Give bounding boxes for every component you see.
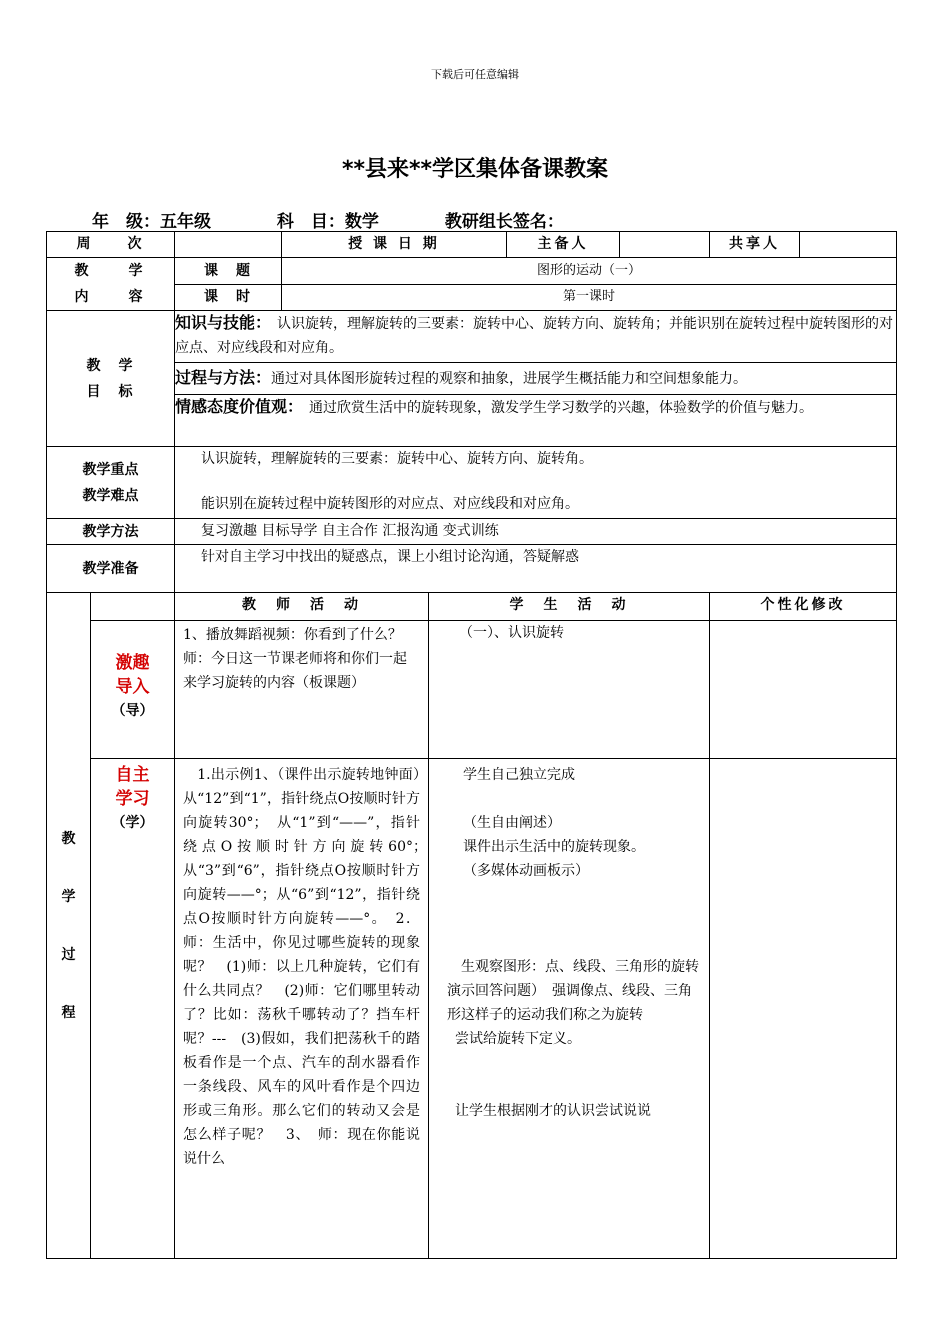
keypoints-label-line1: 教学重点 [82,461,139,478]
stage-self-name-1: 自主 [115,765,150,785]
student-item-2: （生自由阐述） [463,815,561,831]
process-title: 过程与方法： [175,368,272,387]
stage-self-study [91,759,175,1259]
sharer-label: 共享人 [710,232,800,258]
stage-intro-name-2: 导入 [115,677,150,697]
process-char-4: 程 [61,1004,76,1021]
main-preparer-value[interactable] [620,232,710,258]
emotion-title: 情感态度价值观： [175,397,296,416]
week-label: 周 次 [47,232,175,258]
header-note: 下载后可任意编辑 [431,68,519,81]
date-label: 授 课 日 期 [282,232,507,258]
process-text: 通过对具体图形旋转过程的观察和抽象，进展学生概括能力和空间想象能力。 [271,371,748,387]
teacher-activity-header: 教 师 活 动 [175,593,429,621]
period-label: 课 时 [175,284,282,311]
grade-field: 年 级：五年级 [92,212,211,232]
stage-intro-name-1: 激趣 [115,653,150,673]
process-char-3: 过 [61,946,76,963]
goal-emotion [175,395,897,447]
content-label [47,258,175,311]
content-label-line1: 教 学 [74,263,147,279]
keypoint-1: 认识旋转，理解旋转的三要素：旋转中心、旋转方向、旋转角。 [201,451,593,467]
goal-process [175,363,897,395]
student-item-7: 让学生根据刚才的认识尝试说说 [455,1103,651,1119]
keypoints-content [175,447,897,519]
student-item-1: 学生自己独立完成 [463,767,575,783]
topic-value: 图形的运动（一） [282,258,897,285]
goals-label-line1: 教 学 [86,357,135,374]
content-label-line2: 内 容 [74,289,147,305]
keypoints-label [47,447,175,519]
subject-field: 科 目：数学 [276,212,379,232]
process-char-2: 学 [61,888,76,905]
goal-knowledge [175,311,897,363]
stage-intro-student: （一）、认识旋转 [429,621,710,759]
process-vertical-label [47,593,91,1259]
leader-sign-field: 教研组长签名： [444,212,564,232]
topic-label: 课 题 [175,258,282,285]
stage-intro-tag: （导） [111,703,154,719]
emotion-text: 通过欣赏生活中的旋转现象，激发学生学习数学的兴趣，体验数学的价值与魅力。 [295,400,814,416]
student-item-4: （多媒体动画板示） [463,863,589,879]
method-text: 复习激趣 目标导学 自主合作 汇报沟通 变式训练 [175,519,897,545]
stage-intro-personal[interactable] [710,621,897,759]
process-stage-header [91,593,175,621]
prep-text: 针对自主学习中找出的疑惑点，课上小组讨论沟通，答疑解惑 [175,545,897,593]
stage-self-personal[interactable] [710,759,897,1259]
personal-edit-header: 个性化修改 [710,593,897,621]
lesson-plan-table [46,231,897,1259]
keypoint-2: 能识别在旋转过程中旋转图形的对应点、对应线段和对应角。 [201,496,579,512]
student-item-5: 生观察图形：点、线段、三角形的旋转演示回答问题） 强调像点、线段、三角形这样子的运动我们称之为旋转 [447,959,699,1023]
student-item-3: 课件出示生活中的旋转现象。 [463,839,645,855]
process-char-1: 教 [61,830,76,847]
stage-intro [91,621,175,759]
stage-self-tag: （学） [111,815,154,831]
keypoints-label-line2: 教学难点 [82,487,139,504]
goals-label-line2: 目 标 [86,383,135,400]
page-title: **县来**学区集体备课教案 [341,157,609,182]
stage-self-student [429,759,710,1259]
knowledge-title: 知识与技能： [175,313,264,332]
sharer-value[interactable] [800,232,897,258]
goals-label [47,311,175,447]
meta-line [92,207,564,232]
stage-self-teacher: 1.出示例1、（课件出示旋转地钟面） 从“12”到“1”，指针绕点O按顺时针方向旋转30°； 从“1”到“——”，指针绕点O按顺时针方向旋转60°； 从“3”到“6”，指针绕点O按顺时针方向旋转——°；从“6”到“12”，指针绕点O按顺时针方向旋转——°。 2．师：生活中，你见过哪些旋转的现象呢？ (1)师：以上几种旋转，它们有什么共同点？ (2)师：它们哪里转动了？比如：荡秋千哪转动了？挡车杆呢？--- (3)假如，我们把荡秋千的踏板看作是一个点、汽车的刮水器看作一条线段、风车的风叶看作是个四边形或三角形。那么它们的转动又会是怎么样子呢？ 3、 师：现在你能说说什么 [175,759,429,1259]
knowledge-text: 认识旋转，理解旋转的三要素：旋转中心、旋转方向、旋转角；并能识别在旋转过程中旋转图形的对应点、对应线段和对应角。 [175,316,894,356]
stage-self-name-2: 学习 [115,789,150,809]
student-activity-header: 学 生 活 动 [429,593,710,621]
stage-intro-teacher: 1、播放舞蹈视频：你看到了什么？ 师：今日这一节课老师将和你们一起来学习旋转的内容（板课题） [175,621,429,759]
week-value[interactable] [175,232,282,258]
period-value: 第一课时 [282,284,897,311]
prep-label: 教学准备 [47,545,175,593]
method-label: 教学方法 [47,519,175,545]
student-item-6: 尝试给旋转下定义。 [455,1031,581,1047]
main-preparer-label: 主备人 [507,232,620,258]
